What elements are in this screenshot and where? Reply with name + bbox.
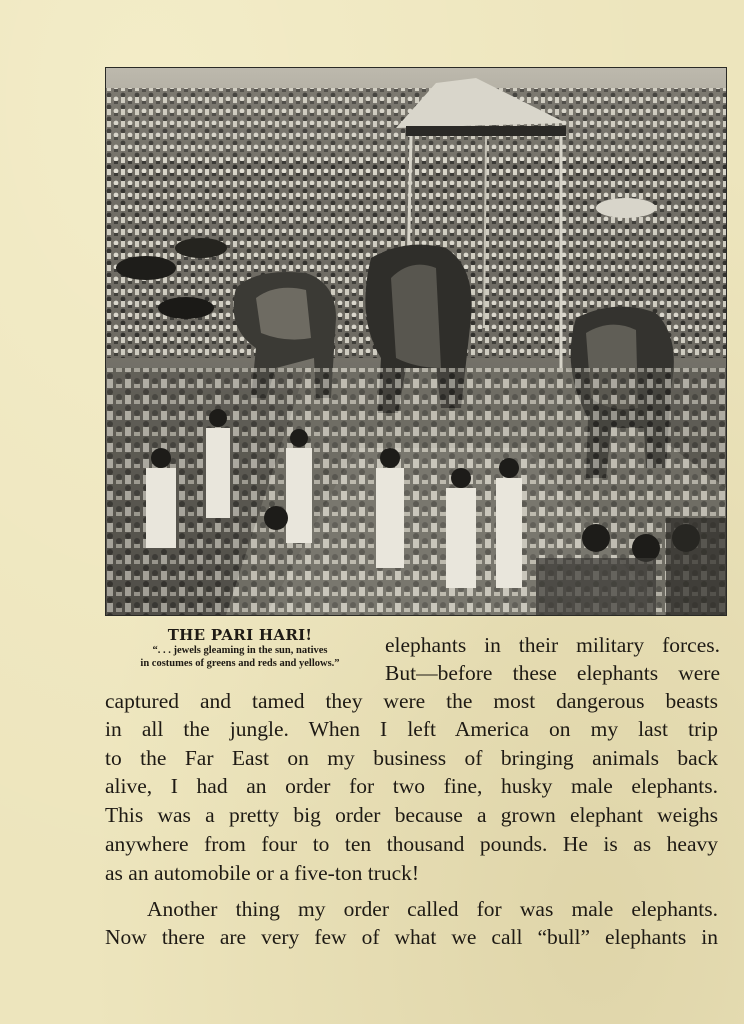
body-line-9: as an automobile or a five-ton truck! (105, 861, 420, 885)
body-line-5: to the Far East on my business of bringing animals back (105, 746, 718, 770)
body-line-4: in all the jungle. When I left America on my last trip (105, 717, 718, 741)
body-line-7: This was a pretty big order because a grown elephant weighs (105, 803, 718, 827)
body-line-6: alive, I had an order for two fine, husky male elephants. (105, 774, 718, 798)
caption-line-2: in costumes of greens and reds and yellows.” (140, 658, 340, 669)
body-line-1: elephants in their military forces. (385, 633, 720, 657)
body-line-3: captured and tamed they were the most dangerous beasts (105, 689, 718, 713)
parade-photograph (105, 67, 727, 616)
caption-line-1: “. . . jewels gleaming in the sun, natives (152, 645, 328, 656)
body-line-2: But—before these elephants were (385, 661, 720, 685)
body-line-11: Now there are very few of what we call “bull” elephants in (105, 925, 718, 949)
body-line-8: anywhere from four to ten thousand pounds. He is as heavy (105, 832, 718, 856)
photo-caption (104, 626, 376, 670)
photograph-icon (106, 68, 726, 615)
caption-title: THE PARI HARI! (167, 626, 313, 644)
body-line-10: Another thing my order called for was male elephants. (147, 897, 718, 921)
